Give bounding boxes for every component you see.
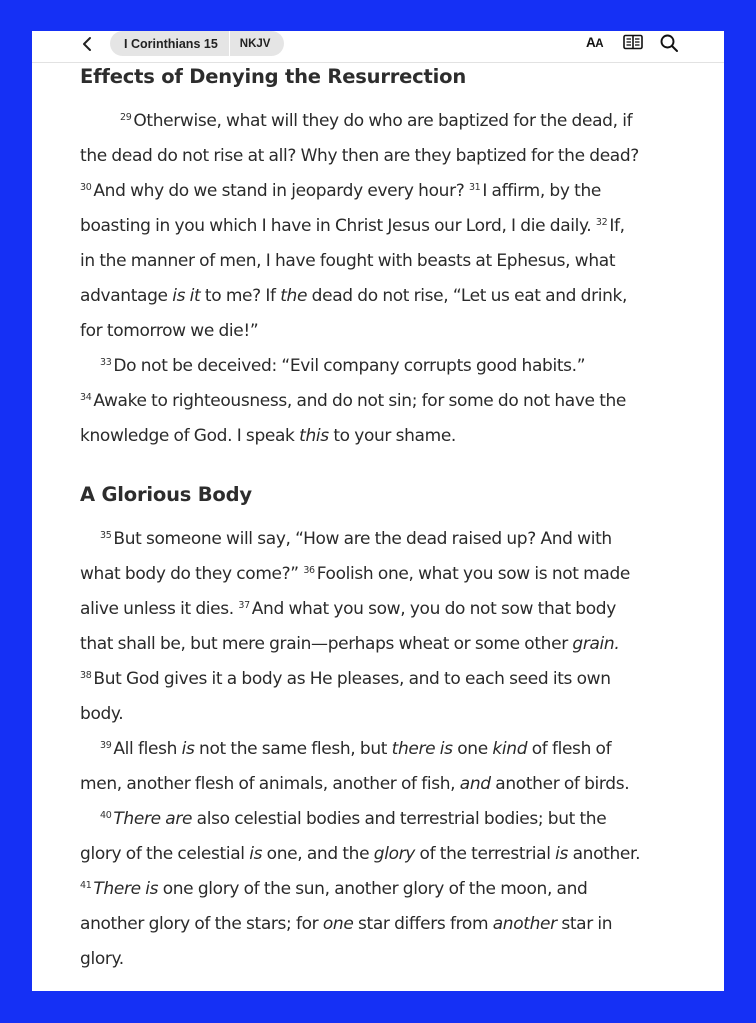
chevron-left-icon: [78, 33, 98, 55]
verse-number[interactable]: 33: [100, 357, 112, 368]
reader-page: [32, 31, 724, 991]
text-line: what body do they come?” $^{36}$ Foolish one, what you sow is not made: [80, 564, 631, 584]
paragraph: [80, 522, 685, 732]
text-line: $^{34}$ Awake to righteousness, and do not sin; for some do not have the: [80, 391, 627, 411]
verse-number[interactable]: 41: [80, 880, 92, 891]
version-selector[interactable]: NKJV: [239, 37, 271, 50]
verse-number[interactable]: 39: [100, 740, 112, 751]
text-line: another glory of the stars; for one star differs from another star in: [80, 914, 613, 934]
book-chapter-selector[interactable]: I Corinthians 15: [124, 36, 218, 51]
verse-number[interactable]: 40: [100, 810, 112, 821]
text-line: that shall be, but mere grain—perhaps wheat or some other grain.: [80, 634, 620, 654]
verse-number[interactable]: 35: [100, 530, 112, 541]
verse-number[interactable]: 29: [120, 112, 132, 123]
verse-number[interactable]: 30: [80, 182, 92, 193]
verse-number[interactable]: 36: [303, 565, 315, 576]
text-line: boasting in you which I have in Christ Jesus our Lord, I die daily. $^{32}$ If,: [80, 216, 625, 236]
back-button[interactable]: [78, 33, 98, 55]
text-line: glory of the celestial is one, and the glory of the terrestrial is another.: [80, 844, 641, 864]
verse-number[interactable]: 37: [238, 600, 250, 611]
verse-number[interactable]: 32: [595, 217, 608, 228]
text-line: the dead do not rise at all? Why then are they baptized for the dead?: [80, 146, 639, 166]
font-size-icon-big: A: [586, 35, 596, 50]
text-line: glory.: [80, 949, 124, 969]
paragraph: [80, 349, 685, 454]
text-line: $^{39}$ All flesh is not the same flesh, but there is one kind of flesh of: [100, 739, 612, 759]
text-line: $^{41}$ There is one glory of the sun, another glory of the moon, and: [80, 879, 588, 899]
text-line: knowledge of God. I speak this to your shame.: [80, 426, 456, 446]
text-line: in the manner of men, I have fought with beasts at Ephesus, what: [80, 251, 616, 271]
paragraph: [80, 802, 685, 977]
text-line: alive unless it dies. $^{37}$ And what you sow, you do not sow that body: [80, 599, 616, 619]
text-line: $^{29}$ Otherwise, what will they do who are baptized for the dead, if: [120, 111, 633, 131]
paragraph: [80, 104, 685, 349]
font-size-button[interactable]: [586, 35, 603, 53]
text-line: advantage is it to me? If the dead do not rise, “Let us eat and drink,: [80, 286, 628, 306]
search-icon: [659, 33, 679, 53]
search-button[interactable]: [659, 33, 679, 51]
reference-pill: [110, 31, 284, 56]
section-heading: Effects of Denying the Resurrection: [80, 65, 467, 88]
font-size-icon-small: A: [595, 38, 604, 50]
paragraph: [80, 732, 685, 802]
verse-number[interactable]: 31: [468, 182, 481, 193]
book-icon: [623, 34, 643, 50]
verse-number[interactable]: 38: [80, 670, 92, 681]
parallel-view-button[interactable]: [623, 34, 643, 52]
text-line: $^{30}$ And why do we stand in jeopardy every hour? $^{31}$ I affirm, by the: [80, 181, 601, 201]
text-line: body.: [80, 704, 124, 724]
verse-number[interactable]: 34: [80, 392, 92, 403]
text-line: for tomorrow we die!”: [80, 321, 259, 341]
top-toolbar: [32, 31, 724, 63]
text-line: $^{40}$ There are also celestial bodies and terrestrial bodies; but the: [100, 809, 607, 829]
text-line: men, another flesh of animals, another of fish, and another of birds.: [80, 774, 630, 794]
text-line: $^{33}$ Do not be deceived: “Evil company corrupts good habits.”: [100, 356, 586, 376]
chapter-text: [80, 62, 685, 977]
section-heading: A Glorious Body: [80, 483, 252, 506]
text-line: $^{38}$ But God gives it a body as He pleases, and to each seed its own: [80, 669, 611, 689]
text-line: $^{35}$ But someone will say, “How are the dead raised up? And with: [100, 529, 612, 549]
